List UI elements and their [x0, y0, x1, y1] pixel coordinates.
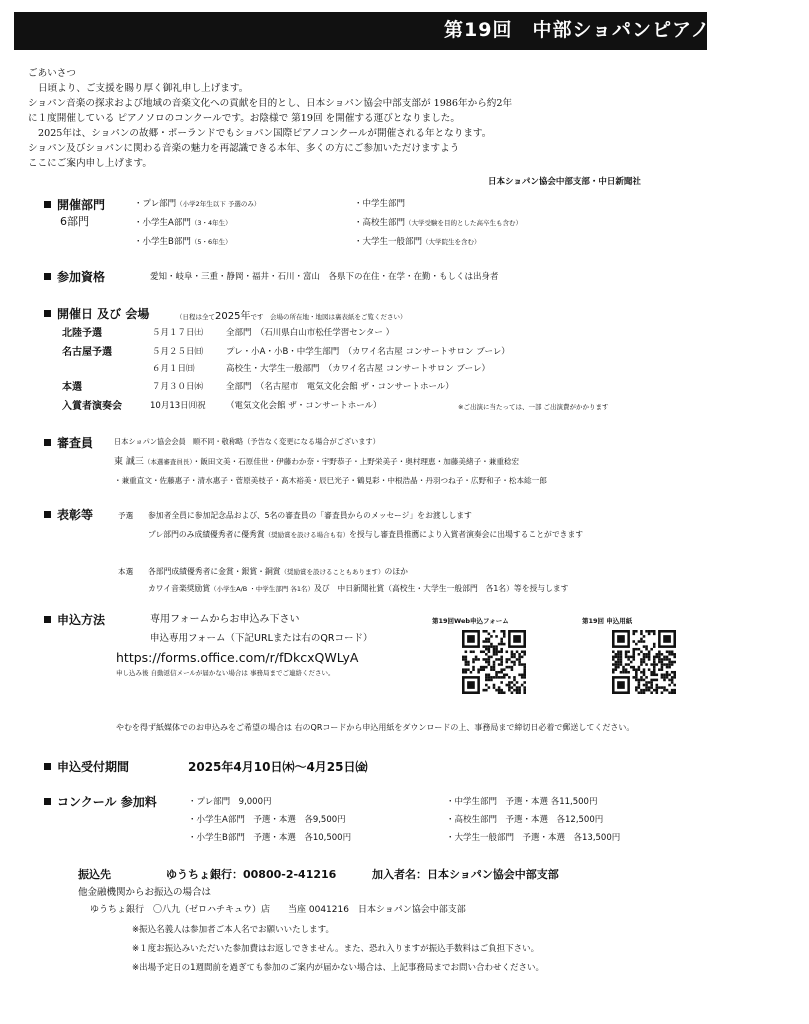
greeting-line: ショパン音楽の探求および地域の音楽文化への貢献を目的とし、日本ショパン協会中部支部が 1986年から約2年 [28, 98, 513, 109]
judges-line-2: ・兼重直文・佐藤惠子・清水惠子・菅原美枝子・髙木裕美・辰巳光子・鶴見彩・中根浩晶・丹羽つね子・広野和子・松本総一郎 [114, 476, 547, 485]
bullet-square [44, 310, 51, 317]
fee-item: ・大学生一般部門 予選・本選 各13,500円 [446, 833, 621, 843]
date-row-detail: 全部門 （石川県白山市松任学習センター ） [226, 328, 395, 338]
bullet-square [44, 511, 51, 518]
qr-code-web-form[interactable] [462, 630, 526, 694]
section-awards-label: 表彰等 [44, 508, 93, 522]
transfer-holder: 加入者名：日本ショパン協会中部支部 [372, 868, 559, 881]
application-note: 申し込み後 自動返信メールが届かない場合は 事務局までご連絡ください。 [116, 669, 335, 677]
date-row-date: ６月１日㈰ [152, 364, 195, 374]
awards-prelim-line-1: 参加者全員に参加記念品および、5名の審査員の「審査員からのメッセージ」をお渡しします [148, 511, 472, 520]
division-item: ・高校生部門（大学受験を目的とした高卒生も含む） [354, 218, 523, 228]
date-row-name: 名古屋予選 [62, 347, 112, 358]
date-row-detail: プレ・小A・小B・中学生部門 （カワイ名古屋 コンサートサロン ブーレ） [226, 347, 510, 357]
divisions-count: 6部門 [60, 215, 89, 228]
transfer-label: 振込先 [78, 868, 111, 881]
division-item: ・小学生B部門（5・6年生） [134, 237, 232, 247]
fee-item: ・プレ部門 9,000円 [188, 797, 272, 807]
date-row-name: 北陸予選 [62, 328, 102, 339]
date-row-detail: （電気文化会館 ザ・コンサートホール） [226, 401, 382, 411]
date-row-date: ５月１７日㈯ [152, 328, 204, 338]
date-row-detail: 高校生・大学生一般部門 （カワイ名古屋 コンサートサロン ブーレ） [226, 364, 490, 374]
division-item: ・プレ部門（小学2年生以下 予選のみ） [134, 199, 261, 209]
qr-code-paper-form[interactable] [612, 630, 676, 694]
date-row-name: 入賞者演奏会 [62, 401, 122, 412]
date-row-date: 10月13日㈪祝 [150, 401, 206, 411]
awards-prelim-label: 予選 [118, 511, 134, 520]
fee-item: ・中学生部門 予選・本選 各11,500円 [446, 797, 598, 807]
date-row-detail: 全部門 （名古屋市 電気文化会館 ザ・コンサートホール） [226, 382, 454, 392]
bullet-square [44, 616, 51, 623]
transfer-note: ※１度お振込みいただいた参加費はお返しできません。また、恐れ入りますが振込手数料はご負担下さい。 [132, 944, 540, 954]
dates-note: （日程は全て2025年です 会場の所在地・地図は裏表紙をご覧ください） [176, 311, 407, 322]
application-line-1: 専用フォームからお申込み下さい [150, 614, 300, 625]
division-item: ・中学生部門 [354, 199, 406, 209]
date-row-date: ７月３０日㈬ [152, 382, 204, 392]
awards-final-line-2: カワイ音楽奨励賞（小学生A/B ・中学生部門 各1名）及び 中日新聞社賞（高校生・大学生一般部門 各1名）等を授与します [148, 584, 569, 593]
eligibility-text: 愛知・岐阜・三重・静岡・福井・石川・富山 各県下の在住・在学・在勤・もしくは出身者 [150, 272, 499, 282]
greeting-line: ここにご案内申し上げます。 [28, 158, 152, 169]
section-judges-label: 審査員 [44, 436, 93, 450]
judges-intro: 日本ショパン協会会員 順不同・敬称略（予告なく変更になる場合がございます） [114, 437, 380, 446]
fee-item: ・小学生B部門 予選・本選 各10,500円 [188, 833, 352, 843]
application-url-link[interactable]: https://forms.office.com/r/fDkcxQWLyA [116, 650, 359, 665]
awards-prelim-line-2: プレ部門のみ成績優秀者に優秀賞（奨励賞を設ける場合も有）を授与し審査員推薦により入賞者演奏会に出場することができます [148, 530, 584, 539]
period-dates: 2025年4月10日㈭～4月25日㈮ [188, 760, 368, 774]
bullet-square [44, 273, 51, 280]
section-divisions-label: 開催部門 [44, 198, 105, 212]
date-row-name: 本選 [62, 382, 82, 393]
section-period-label: 申込受付期間 [44, 760, 129, 774]
greeting-signature: 日本ショパン協会中部支部・中日新聞社 [488, 177, 641, 187]
section-application-label: 申込方法 [44, 613, 105, 627]
application-line-2: 申込専用フォーム（下記URLまたは右のQRコード） [150, 633, 373, 644]
greeting-heading: ごあいさつ [28, 68, 76, 79]
transfer-bank: ゆうちょ銀行：00800-2-41216 [166, 868, 337, 881]
section-eligibility-label: 参加資格 [44, 270, 105, 284]
greeting-line: 2025年は、ショパンの故郷・ポーランドでもショパン国際ピアノコンクールが開催される年となります。 [38, 128, 492, 139]
greeting-line: ショパン及びショパンに関わる音楽の魅力を再認識できる本年、多くの方にご参加いただけますよう [28, 143, 460, 154]
bullet-square [44, 763, 51, 770]
division-item: ・大学生一般部門（大学院生を含む） [354, 237, 481, 247]
qr-web-form-label: 第19回Web申込フォーム [432, 617, 509, 625]
bullet-square [44, 798, 51, 805]
transfer-other-detail: ゆうちょ銀行 〇八九（ゼロハチキュウ）店 当座 0041216 日本ショパン協会中部支部 [90, 905, 466, 915]
concert-fee-note: ※ご出演に当たっては、一部 ご出演費がかかります [458, 403, 609, 411]
transfer-note: ※出場予定日の1週間前を過ぎても参加のご案内が届かない場合は、上記事務局までお問い合わせください。 [132, 963, 545, 973]
transfer-note: ※振込名義人は参加者ご本人名でお願いいたします。 [132, 925, 334, 935]
section-fees-label: コンクール 参加料 [44, 795, 157, 809]
date-row-date: ５月２５日㈰ [152, 347, 204, 357]
qr-paper-form-label: 第19回 申込用紙 [582, 617, 633, 625]
bullet-square [44, 439, 51, 446]
fee-item: ・高校生部門 予選・本選 各12,500円 [446, 815, 604, 825]
section-dates-label: 開催日 及び 会場 [44, 307, 149, 321]
judges-line-1: 東 誠三（本選審査員長）・飯田文美・石原佳世・伊藤わか奈・宇野恭子・上野栄美子・奥村理恵・加藤美緒子・兼重稔宏 [114, 457, 520, 467]
awards-final-line-1: 各部門成績優秀者に金賞・銀賞・銅賞（奨励賞を設けることもあります）のほか [148, 567, 408, 576]
greeting-line: 日頃より、ご支援を賜り厚く御礼申し上げます。 [38, 83, 249, 94]
fee-item: ・小学生A部門 予選・本選 各9,500円 [188, 815, 346, 825]
paper-application-note: やむを得ず紙媒体でのお申込みをご希望の場合は 右のQRコードから申込用紙をダウンロードの上、事務局まで締切日必着で郵送してください。 [116, 723, 635, 732]
awards-final-label: 本選 [118, 567, 134, 576]
bullet-square [44, 201, 51, 208]
transfer-other-heading: 他金融機関からお振込の場合は [78, 887, 212, 898]
division-item: ・小学生A部門（3・4年生） [134, 218, 232, 228]
greeting-line: に１度開催している ピアノソロのコンクールです。お陰様で 第19回 を開催する運びとなりました。 [28, 113, 460, 124]
page-title: 第19回 中部ショパンピアノコンクール [444, 19, 809, 41]
